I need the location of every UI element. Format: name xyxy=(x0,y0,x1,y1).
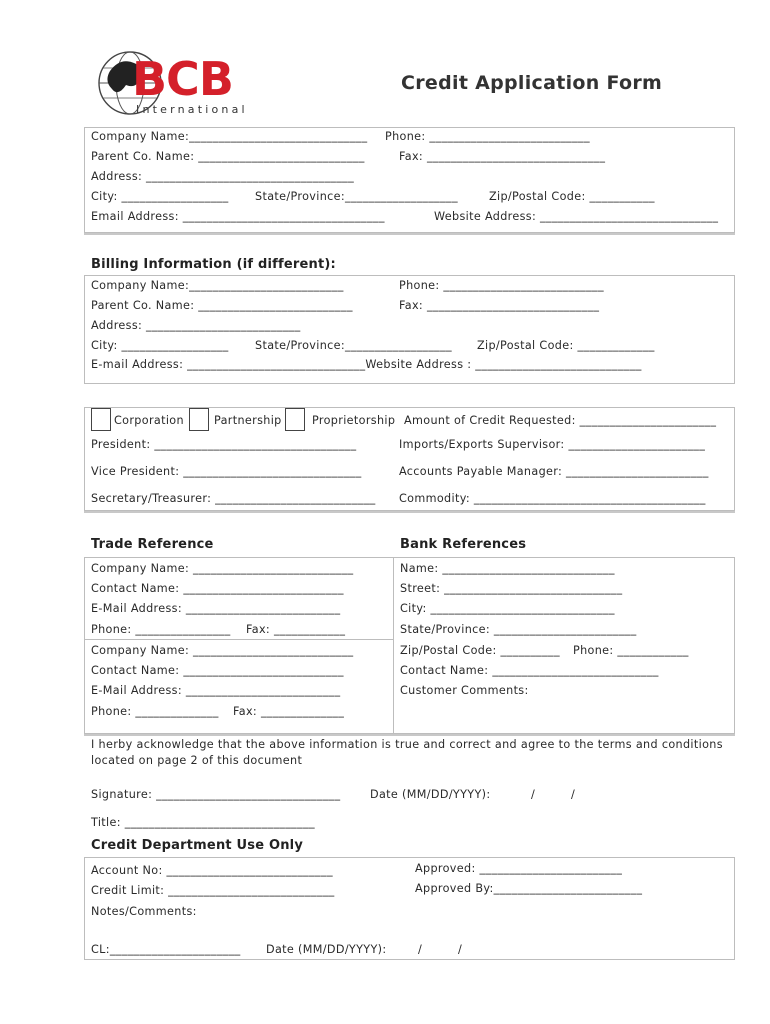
secretary-field[interactable]: Secretary/Treasurer: ___________________________ xyxy=(91,492,376,505)
notes-comments-field[interactable]: Notes/Comments: xyxy=(91,905,197,918)
billing-company-field[interactable]: Company Name:__________________________ xyxy=(91,279,344,292)
bank-phone-field[interactable]: Phone: ____________ xyxy=(573,644,689,657)
trade1-fax-field[interactable]: Fax: ____________ xyxy=(246,623,346,636)
vice-president-field[interactable]: Vice President: ______________________________ xyxy=(91,465,362,478)
date-label: Date (MM/DD/YYYY): xyxy=(370,788,491,801)
bank-zip-field[interactable]: Zip/Postal Code: __________ xyxy=(400,644,560,657)
zip-field[interactable]: Zip/Postal Code: ___________ xyxy=(489,190,655,203)
logo-text: BCB xyxy=(132,52,233,106)
phone-field[interactable]: Phone: ___________________________ xyxy=(385,130,590,143)
company-name-field[interactable]: Company Name:______________________________ xyxy=(91,130,368,143)
account-no-field[interactable]: Account No: ____________________________ xyxy=(91,864,333,877)
email-field[interactable]: Email Address: __________________________________ xyxy=(91,210,385,223)
trade2-email-field[interactable]: E-Mail Address: __________________________ xyxy=(91,684,341,697)
approved-field[interactable]: Approved: ________________________ xyxy=(415,862,623,875)
commodity-field[interactable]: Commodity: _______________________________________ xyxy=(399,492,706,505)
credit-dept-heading: Credit Department Use Only xyxy=(91,838,304,853)
approved-by-field[interactable]: Approved By:_________________________ xyxy=(415,882,643,895)
ap-manager-field[interactable]: Accounts Payable Manager: ________________________ xyxy=(399,465,709,478)
state-field[interactable]: State/Province:___________________ xyxy=(255,190,458,203)
credit-date-label: Date (MM/DD/YYYY): xyxy=(266,943,387,956)
signature-field[interactable]: Signature: _______________________________ xyxy=(91,788,341,801)
billing-fax-field[interactable]: Fax: _____________________________ xyxy=(399,299,600,312)
date-slash: / xyxy=(531,788,536,801)
date-slash: / xyxy=(571,788,576,801)
trade2-phone-field[interactable]: Phone: ______________ xyxy=(91,705,219,718)
bank-references-heading: Bank References xyxy=(400,537,527,552)
billing-email-website-field[interactable]: E-mail Address: ______________________________Website Address : ____________________________ xyxy=(91,358,642,371)
corporation-label: Corporation xyxy=(114,414,184,427)
credit-amount-field[interactable]: Amount of Credit Requested: _______________________ xyxy=(404,414,717,427)
billing-zip-field[interactable]: Zip/Postal Code: _____________ xyxy=(477,339,655,352)
customer-comments-field[interactable]: Customer Comments: xyxy=(400,684,529,697)
billing-heading: Billing Information (if different): xyxy=(91,257,336,272)
partnership-checkbox[interactable] xyxy=(189,408,209,431)
website-field[interactable]: Website Address: ______________________________ xyxy=(434,210,719,223)
trade-ref-divider xyxy=(84,639,394,640)
city-field[interactable]: City: __________________ xyxy=(91,190,229,203)
bank-city-field[interactable]: City: _______________________________ xyxy=(400,602,615,615)
trade-reference-heading: Trade Reference xyxy=(91,537,214,552)
acknowledgement-text-2: located on page 2 of this document xyxy=(91,754,303,767)
proprietorship-checkbox[interactable] xyxy=(285,408,305,431)
fax-field[interactable]: Fax: ______________________________ xyxy=(399,150,606,163)
billing-address-field[interactable]: Address: __________________________ xyxy=(91,319,301,332)
trade2-fax-field[interactable]: Fax: ______________ xyxy=(233,705,345,718)
address-field[interactable]: Address: ___________________________________ xyxy=(91,170,355,183)
logo-subtext: International xyxy=(136,103,248,116)
page-title: Credit Application Form xyxy=(401,72,663,94)
proprietorship-label: Proprietorship xyxy=(312,414,396,427)
bank-state-field[interactable]: State/Province: ________________________ xyxy=(400,623,637,636)
trade1-phone-field[interactable]: Phone: ________________ xyxy=(91,623,231,636)
references-divider xyxy=(393,557,394,734)
trade1-contact-field[interactable]: Contact Name: ___________________________ xyxy=(91,582,344,595)
partnership-label: Partnership xyxy=(214,414,282,427)
billing-state-field[interactable]: State/Province:__________________ xyxy=(255,339,452,352)
bank-name-field[interactable]: Name: _____________________________ xyxy=(400,562,615,575)
title-field[interactable]: Title: ________________________________ xyxy=(91,816,315,829)
credit-date-slash: / xyxy=(458,943,463,956)
trade2-contact-field[interactable]: Contact Name: ___________________________ xyxy=(91,664,344,677)
bcb-logo xyxy=(96,49,256,121)
imports-supervisor-field[interactable]: Imports/Exports Supervisor: _______________________ xyxy=(399,438,706,451)
corporation-checkbox[interactable] xyxy=(91,408,111,431)
trade2-company-field[interactable]: Company Name: ___________________________ xyxy=(91,644,354,657)
credit-limit-field[interactable]: Credit Limit: ____________________________ xyxy=(91,884,335,897)
bank-contact-field[interactable]: Contact Name: ____________________________ xyxy=(400,664,659,677)
billing-city-field[interactable]: City: __________________ xyxy=(91,339,229,352)
credit-date-slash: / xyxy=(418,943,423,956)
bank-street-field[interactable]: Street: ______________________________ xyxy=(400,582,623,595)
cl-field[interactable]: CL:______________________ xyxy=(91,943,241,956)
billing-phone-field[interactable]: Phone: ___________________________ xyxy=(399,279,604,292)
acknowledgement-text: I herby acknowledge that the above information is true and correct and agree to the terms and conditions xyxy=(91,738,723,751)
parent-co-field[interactable]: Parent Co. Name: ____________________________ xyxy=(91,150,365,163)
trade1-email-field[interactable]: E-Mail Address: __________________________ xyxy=(91,602,341,615)
president-field[interactable]: President: __________________________________ xyxy=(91,438,357,451)
trade1-company-field[interactable]: Company Name: ___________________________ xyxy=(91,562,354,575)
billing-parent-field[interactable]: Parent Co. Name: __________________________ xyxy=(91,299,353,312)
